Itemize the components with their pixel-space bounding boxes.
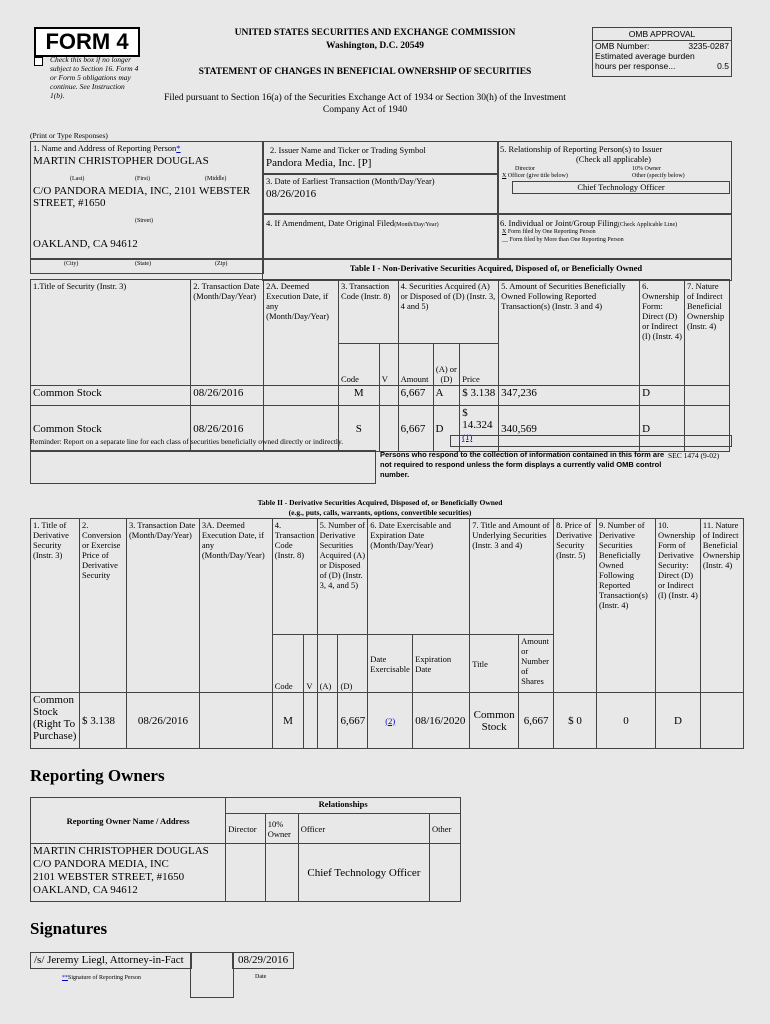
box5-label: 5. Relationship of Reporting Person(s) to Issuer — [500, 144, 663, 154]
t2-date-ex-h: Date Exercisable — [368, 635, 413, 693]
director-option: Director — [515, 166, 535, 172]
t1-r2-code: S — [338, 406, 379, 452]
reporting-owners-table — [30, 797, 461, 902]
t2-r-d: 6,667 — [338, 693, 368, 749]
ro-relationships: Relationships — [226, 798, 461, 814]
omb-number-label: OMB Number: — [595, 41, 650, 51]
other-option: Other (specify below) — [632, 173, 685, 179]
t1-r1-amount: 6,667 — [398, 386, 433, 406]
t2-h1: 1. Title of Derivative Security (Instr. 3) — [31, 519, 80, 693]
footnote-1-link[interactable]: (1) — [462, 432, 473, 442]
statement-title: STATEMENT OF CHANGES IN BENEFICIAL OWNERSHIP OF SECURITIES — [198, 67, 532, 77]
t1-r2-date: 08/26/2016 — [191, 406, 264, 452]
no-longer-subject-checkbox[interactable] — [34, 57, 43, 66]
omb-hours: 0.5 — [717, 61, 729, 71]
box2-label: 2. Issuer Name and Ticker or Trading Symbol — [270, 145, 426, 155]
t1-r2-owned: 340,569 — [499, 406, 640, 452]
ro-name-col: Reporting Owner Name / Address — [31, 798, 226, 844]
t1-h2a: 2A. Deemed Execution Date, if any (Month/Day/Year) — [264, 280, 339, 386]
t1-h3: 3. Transaction Code (Instr. 8) — [338, 280, 398, 344]
t2-r-title: Common Stock (Right To Purchase) — [31, 693, 80, 749]
t1-r2-amount: 6,667 — [398, 406, 433, 452]
reminder-text: Reminder: Report on a separate line for each class of securities beneficially owned directly or indirectly. — [30, 437, 344, 446]
table-row — [31, 693, 744, 749]
middle-label: (Middle) — [205, 176, 227, 182]
t1-r2-form: D — [640, 406, 685, 452]
ro-other-h: Other — [430, 814, 461, 844]
t2-h10: 10. Ownership Form of Derivative Security: Direct (D) or Indirect (I) (Instr. 4) — [655, 519, 700, 693]
issuer-name: Pandora Media, Inc. [P] — [266, 157, 372, 169]
ro-owner10-h: 10% Owner — [265, 814, 298, 844]
table-row — [31, 386, 730, 406]
table2-derivative — [30, 518, 744, 749]
persons-left-box — [30, 450, 376, 484]
t2-r-owned: 0 — [597, 693, 656, 749]
t1-r1-date: 08/26/2016 — [191, 386, 264, 406]
omb-title: OMB APPROVAL — [593, 28, 731, 41]
table1-title: Table I - Non-Derivative Securities Acquired, Disposed of, or Beneficially Owned — [349, 263, 643, 273]
t1-r1-price: $ 3.138 — [460, 386, 499, 406]
t2-d-h: (D) — [338, 635, 368, 693]
signature-date: 08/29/2016 — [238, 954, 289, 966]
reporting-owners-heading: Reporting Owners — [30, 766, 165, 785]
box1-label: 1. Name and Address of Reporting Person* — [33, 143, 181, 153]
table1-non-derivative — [30, 279, 730, 452]
ro-officer-h: Officer — [298, 814, 429, 844]
t1-v-h: V — [379, 344, 398, 386]
t2-r-underlying-amount: 6,667 — [519, 693, 554, 749]
t2-h2: 2. Conversion or Exercise Price of Derivative Security — [79, 519, 126, 693]
t1-r1-code: M — [338, 386, 379, 406]
omb-hours-label: hours per response... — [595, 61, 676, 71]
first-label: (First) — [135, 176, 150, 182]
t2-h6: 6. Date Exercisable and Expiration Date (Month/Day/Year) — [368, 519, 470, 635]
ro-director-h: Director — [226, 814, 265, 844]
box4-label: 4. If Amendment, Date Original Filed(Month/Day/Year) — [266, 218, 439, 228]
city-label: (City) — [64, 261, 79, 267]
last-label: (Last) — [70, 176, 85, 182]
t2-h3a: 3A. Deemed Execution Date, if any (Month/Day/Year) — [199, 519, 272, 693]
t1-ad-h: (A) or (D) — [433, 344, 460, 386]
t1-h7: 7. Nature of Indirect Beneficial Ownership (Instr. 4) — [684, 280, 729, 386]
t2-code-h: Code — [272, 635, 304, 693]
signature-spacer-box — [190, 952, 234, 998]
state-label: (State) — [135, 261, 151, 267]
agency-name: UNITED STATES SECURITIES AND EXCHANGE COMMISSION — [234, 28, 516, 38]
t1-h5: 5. Amount of Securities Beneficially Owned Following Reported Transaction(s) (Instr. 3 and 4) — [499, 280, 640, 386]
table2-title: Table II - Derivative Securities Acquired, Disposed of, or Beneficially Owned — [257, 498, 503, 507]
t1-r1-ad: A — [433, 386, 460, 406]
table2-subtitle: (e.g., puts, calls, warrants, options, convertible securities) — [288, 508, 472, 517]
signature-label: **Signature of Reporting Person — [62, 975, 141, 981]
t1-h2: 2. Transaction Date (Month/Day/Year) — [191, 280, 264, 386]
table-row — [31, 844, 461, 902]
reporting-person-name: MARTIN CHRISTOPHER DOUGLAS — [33, 155, 209, 167]
t1-r1-title: Common Stock — [31, 386, 191, 406]
t2-r-underlying-title: Common Stock — [470, 693, 519, 749]
t2-r-date: 08/26/2016 — [126, 693, 199, 749]
t1-code-h: Code — [338, 344, 379, 386]
t2-r-price: $ 3.138 — [79, 693, 126, 749]
footnote-2-link[interactable]: (2) — [385, 715, 396, 726]
t2-r-form: D — [655, 693, 700, 749]
filing-option-one: X Form filed by One Reporting Person — [502, 229, 596, 235]
reminder-box — [450, 435, 732, 447]
date-label: Date — [255, 974, 267, 980]
print-type-note: (Print or Type Responses) — [30, 131, 108, 140]
t2-v-h: V — [304, 635, 317, 693]
t1-h6: 6. Ownership Form: Direct (D) or Indirect (I) (Instr. 4) — [640, 280, 685, 386]
sec-number: SEC 1474 (9-02) — [668, 451, 720, 460]
earliest-transaction-date: 08/26/2016 — [266, 188, 317, 200]
t1-r2-title: Common Stock — [31, 406, 191, 452]
t2-h4: 4. Transaction Code (Instr. 8) — [272, 519, 317, 635]
box3-label: 3. Date of Earliest Transaction (Month/Day/Year) — [266, 176, 435, 186]
checkbox-note: Check this box if no longer subject to Section 16. Form 4 or Form 5 obligations may continue. See Instruction 1(b). — [50, 55, 139, 100]
filing-option-multiple: __ Form filed by More than One Reporting Person — [502, 237, 624, 243]
t2-a-h: (A) — [317, 635, 338, 693]
owner10-option: 10% Owner — [632, 166, 661, 172]
t2-amt-h: Amount or Number of Shares — [519, 635, 554, 693]
officer-option: X Officer (give title below) — [502, 173, 568, 179]
t2-exp-h: Expiration Date — [413, 635, 470, 693]
omb-approval-box — [592, 27, 732, 77]
box6-label: 6. Individual or Joint/Group Filing(Check Applicable Line) — [500, 218, 678, 228]
persons-note: Persons who respond to the collection of information contained in this form are not required to respond unless the form displays a currently valid OMB control number. — [380, 450, 665, 479]
t1-r2-ad: D — [433, 406, 460, 452]
form-title: FORM 4 — [34, 27, 140, 57]
t2-h3: 3. Transaction Date (Month/Day/Year) — [126, 519, 199, 693]
t2-h8: 8. Price of Derivative Security (Instr. 5) — [554, 519, 597, 693]
t2-h7: 7. Title and Amount of Underlying Securities (Instr. 3 and 4) — [470, 519, 554, 635]
ro-officer-value: Chief Technology Officer — [298, 844, 429, 902]
signatures-heading: Signatures — [30, 919, 108, 938]
filed-pursuant: Filed pursuant to Section 16(a) of the Securities Exchange Act of 1934 or Section 30(h) of the Investment Company Act of 1940 — [164, 93, 566, 115]
t1-h4: 4. Securities Acquired (A) or Disposed of (D) (Instr. 3, 4 and 5) — [398, 280, 499, 344]
zip-label: (Zip) — [215, 261, 228, 267]
t2-title-h: Title — [470, 635, 519, 693]
t2-h5: 5. Number of Derivative Securities Acquired (A) or Disposed of (D) (Instr. 3, 4, and 5) — [317, 519, 368, 635]
t2-r-code: M — [272, 693, 304, 749]
reporting-person-city: OAKLAND, CA 94612 — [33, 238, 138, 250]
street-label: (Street) — [135, 218, 153, 224]
t1-r2-price: $ 14.324 (1) — [460, 406, 499, 452]
omb-number: 3235-0287 — [688, 41, 729, 51]
officer-title: Chief Technology Officer — [512, 181, 730, 194]
agency-location: Washington, D.C. 20549 — [326, 41, 424, 51]
box5-sub: (Check all applicable) — [575, 154, 652, 164]
t1-r1-form: D — [640, 386, 685, 406]
reporting-person-street: C/O PANDORA MEDIA, INC, 2101 WEBSTER STREET, #1650 — [33, 185, 251, 209]
t1-h1: 1.Title of Security (Instr. 3) — [31, 280, 191, 386]
t2-h9: 9. Number of Derivative Securities Beneficially Owned Following Reported Transaction(s) (Instr. 4) — [597, 519, 656, 693]
t1-amount-h: Amount — [398, 344, 433, 386]
t2-r-expiration: 08/16/2020 — [413, 693, 470, 749]
t1-price-h: Price — [460, 344, 499, 386]
signature-value: /s/ Jeremy Liegl, Attorney-in-Fact — [34, 954, 184, 966]
omb-burden-label: Estimated average burden — [595, 51, 695, 61]
t1-r1-owned: 347,236 — [499, 386, 640, 406]
ro-owner-address: MARTIN CHRISTOPHER DOUGLAS C/O PANDORA MEDIA, INC 2101 WEBSTER STREET, #1650 OAKLAND, CA 94612 — [31, 844, 226, 902]
t2-h11: 11. Nature of Indirect Beneficial Ownership (Instr. 4) — [700, 519, 743, 693]
t2-r-deriv-price: $ 0 — [554, 693, 597, 749]
